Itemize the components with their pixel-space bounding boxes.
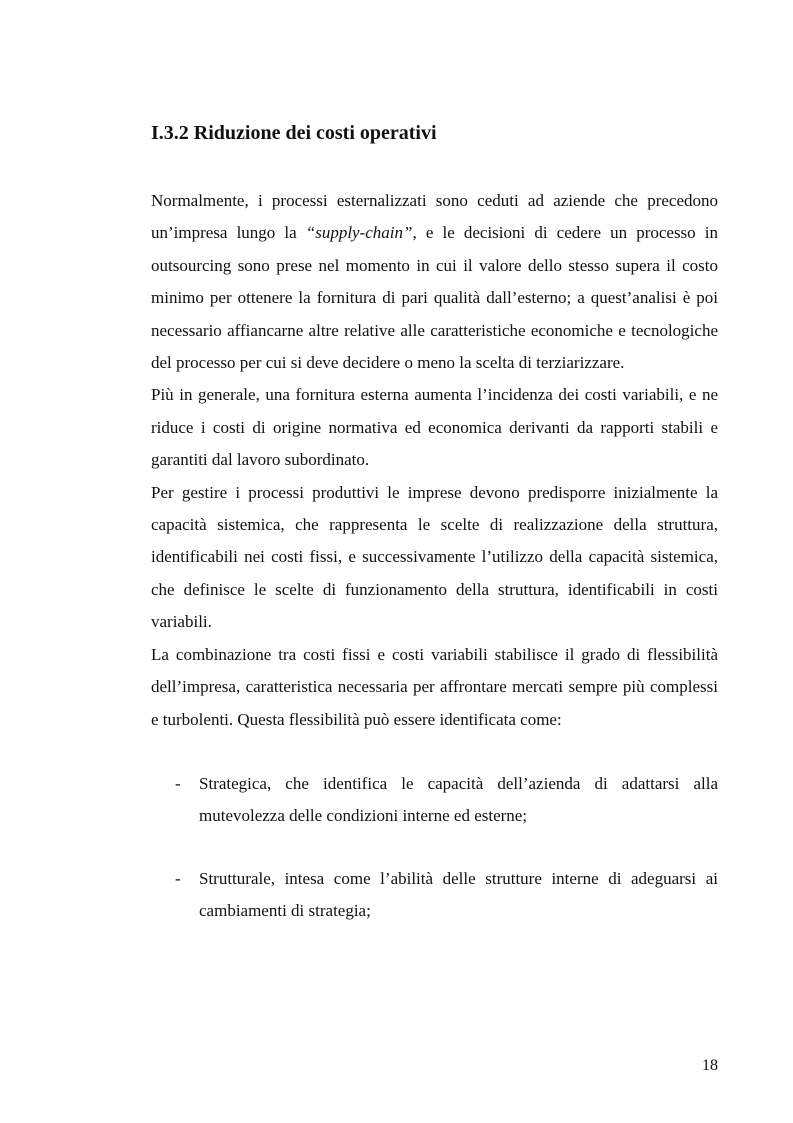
section-heading: I.3.2 Riduzione dei costi operativi — [151, 122, 437, 144]
flexibility-list — [151, 768, 718, 928]
paragraph-flexibility: La combinazione tra costi fissi e costi variabili stabilisce il grado di flessibilità dell’impresa, caratteristica necessaria per affrontare mercati sempre più complessi e turbolenti. Questa flessibilità può essere identificata come: — [151, 644, 718, 729]
paragraph-systemic-capacity: Per gestire i processi produttivi le imprese devono predisporre inizialmente la capacità sistemica, che rappresenta le scelte di realizzazione della struttura, identificabili nei costi fissi, e successivamente l’utilizzo della capacità sistemica, che definisce le scelte di funzionamento della struttura, identificabili in costi variabili. — [151, 482, 718, 632]
list-item — [151, 768, 718, 833]
list-dash: - — [175, 773, 181, 793]
page-number: 18 — [702, 1057, 718, 1074]
list-item-text: Strutturale, intesa come l’abilità delle strutture interne di adeguarsi ai cambiamenti di strategia; — [199, 868, 718, 921]
paragraph-text: , e le decisioni di cedere un processo in outsourcing sono prese nel momento in cui il valore dello stesso supera il costo minimo per ottenere la fornitura di pari qualità dall’esterno; a quest’analisi è poi necessario affiancarne altre relative alle caratteristiche economiche e tecnologiche del processo per cui si deve decidere o meno la scelta di terziarizzare. — [151, 223, 718, 373]
paragraph-text: Normalmente, i processi esternalizzati sono ceduti ad aziende che precedono un’impresa lungo la — [151, 191, 718, 243]
list-item — [151, 863, 718, 928]
list-item-text: Strategica, che identifica le capacità dell’azienda di adattarsi alla mutevolezza delle condizioni interne ed esterne; — [199, 773, 718, 826]
supply-chain-term: “supply-chain” — [305, 223, 413, 243]
paragraph-outsourcing-intro — [151, 185, 718, 379]
list-dash: - — [175, 868, 181, 888]
body-text — [151, 185, 718, 928]
paragraph-external-supply: Più in generale, una fornitura esterna aumenta l’incidenza dei costi variabili, e ne riduce i costi di origine normativa ed economica derivanti da rapporti stabili e garantiti dal lavoro subordinato. — [151, 385, 718, 470]
